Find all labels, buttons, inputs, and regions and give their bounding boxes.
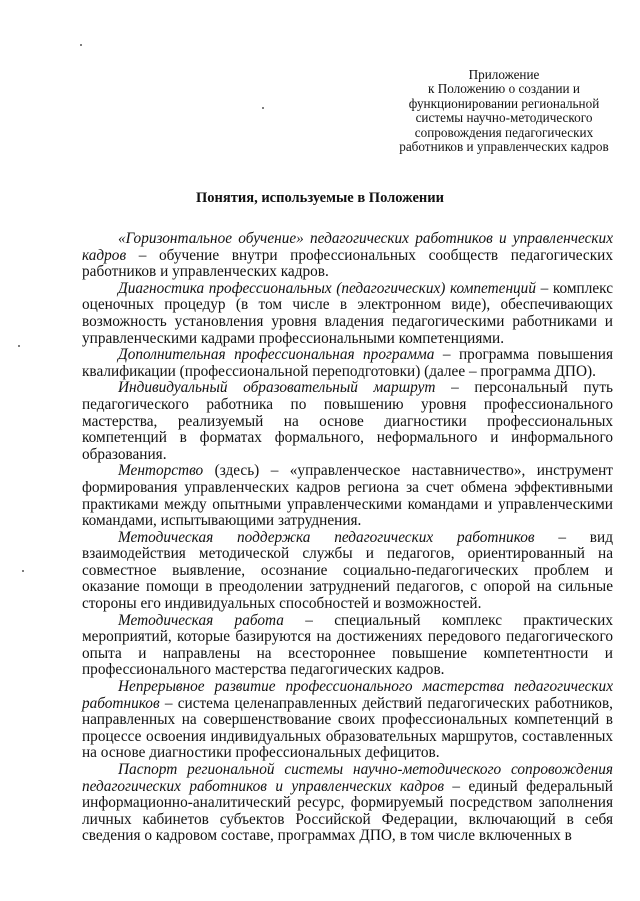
definition-paragraph [82, 281, 613, 347]
definition-text: – обучение внутри профессиональных сообществ педагогических работников и управленческих кадров. [82, 246, 613, 281]
appendix-line: работников и управленческих кадров [399, 139, 609, 155]
appendix-line: к Положению о создании и [428, 81, 580, 97]
definition-text: – система целенаправленных действий педагогических работников, направленных на совершенствование своих профессиональных компетенций в процессе освоения индивидуальных образовательных маршрутов, составленных на основе диагностики профессиональных дефицитов. [82, 694, 613, 762]
definition-paragraph [82, 530, 613, 613]
definition-paragraph [82, 679, 613, 762]
definition-term: Дополнительная профессиональная программа [118, 346, 435, 364]
definition-term: Диагностика профессиональных (педагогических) компетенций [118, 279, 536, 297]
definition-term: Непрерывное развитие профессионального мастерства педагогических работников [82, 678, 613, 712]
definition-term: Методическая поддержка педагогических работников [118, 528, 535, 546]
definition-text: – вид взаимодействия методической службы и педагогов, ориентированный на совместное выявление, осознание социально-педагогических проблем и оказание помощи в преодолении затруднений педагогов, с опорой на сильные стороны его индивидуальных способностей и возможностей. [82, 528, 613, 613]
definition-paragraph [82, 380, 613, 463]
scan-speck [22, 570, 24, 572]
definition-text: – программа повышения квалификации (профессиональной переподготовки) (далее – программа ДПО). [82, 346, 613, 380]
definition-paragraph [82, 463, 613, 529]
appendix-line: Приложение [468, 67, 540, 82]
appendix-line: сопровождения педагогических [414, 124, 594, 140]
definition-term: Менторство [118, 462, 204, 480]
definition-term: Методическая работа [118, 611, 284, 629]
definition-text: (здесь) – «управленческое наставничество», инструмент формирования управленческих кадров региона за счет обмена эффективными практиками между опытными управленческими командами и управленческими командами, испытывающими затруднения. [82, 462, 613, 530]
definition-term: Паспорт региональной системы научно-методического сопровождения педагогических работников и управленческих кадров [82, 761, 613, 795]
definition-paragraph [82, 613, 613, 679]
definition-text: – специальный комплекс практических мероприятий, которые базируются на достижениях передового педагогического опыта и направлены на всестороннее повышение компетентности и профессионального мастерства педагогических кадров. [82, 611, 613, 679]
appendix-line: функционировании региональной [408, 95, 600, 111]
definition-term: Индивидуальный образовательный маршрут [118, 379, 436, 397]
definition-paragraph [82, 762, 613, 845]
definition-paragraph [82, 347, 613, 380]
definitions-list [82, 231, 613, 845]
appendix-note [392, 68, 616, 154]
definition-paragraph [82, 231, 613, 281]
scan-speck [18, 345, 20, 347]
appendix-line: системы научно-методического [415, 110, 593, 126]
page-title: Понятия, используемые в Положении [196, 190, 444, 206]
scan-speck [80, 44, 82, 46]
definition-text: – комплекс оценочных процедур (в том числе в электронном виде), обеспечивающих возможность установления уровня владения педагогическими работниками и управленческими кадрами профессиональными компетенциями. [82, 279, 613, 347]
scan-speck [262, 107, 264, 109]
definition-text: – единый федеральный информационно-аналитический ресурс, формируемый посредством заполнения личных кабинетов субъектов Российской Федерации, включающий в себя сведения о кадровом составе, программах ДПО, в том числе включенных в [82, 777, 613, 845]
definition-term: «Горизонтальное обучение» педагогических работников и управленческих кадров [82, 230, 613, 264]
definition-text: – персональный путь педагогического работника по повышению уровня профессионального мастерства, реализуемый на основе диагностики профессиональных компетенций в форматах формального, неформального и информального образования. [82, 379, 613, 463]
